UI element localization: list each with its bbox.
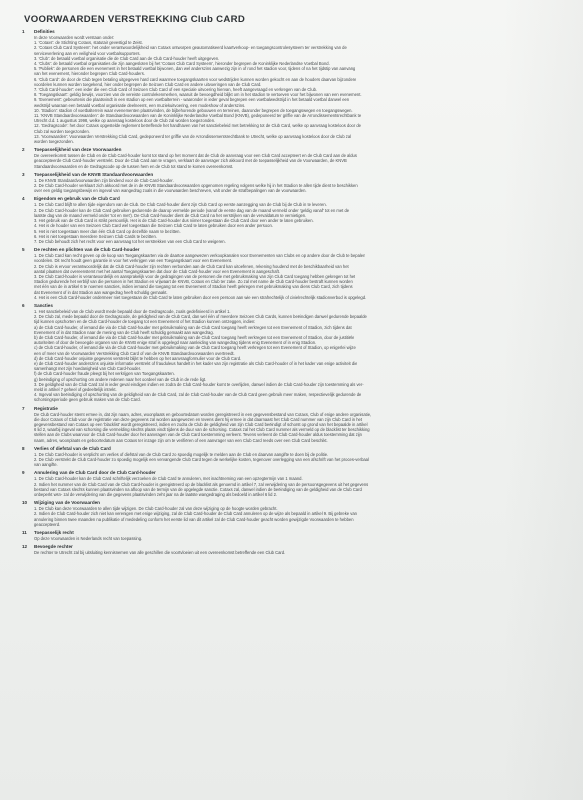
line-text: voordelen kunnen worden toegekend, hier onder begrepen de Seizoen Club Card en andere uitvoeringen van de Club Card.: [34, 81, 262, 87]
section-3: [22, 172, 559, 194]
section-7: [22, 406, 559, 443]
line-text: 2. De Club zal, mede bepaald door de Gedragscode, de geldigheid van de Club Card, dan wel één of meerdere Seizoen Club Cards, kunnen beëindigen danwel gedurende bepaalde: [34, 314, 367, 320]
section-title: Bevoegde rechter: [34, 544, 73, 550]
line-text: meld in artikel 7 geheel of gedeeltelijk intrekt.: [34, 386, 117, 392]
line-text: geaccepteerd.: [34, 521, 61, 527]
line-text: f) de Club Card-houder fraude pleegt bij het verkrijgen van Toegangskaarten.: [34, 371, 175, 377]
section-line: [22, 536, 559, 541]
line-text: 8. 'Toegangskaart': geldig bewijs, voorzien van de vereiste controlekenmerken, waaruit de bevoegdheid blijkt om in het stadion te vertoeven voor het bijwonen van een evenement.: [34, 92, 362, 98]
section-number: 8: [22, 445, 25, 451]
line-text: 6. Het is niet toegestaan meerdere Seizoen Club Cards te bezitten.: [34, 233, 157, 239]
line-text: 2. De Club Card-houder verklaart zich akkoord met de in de KNVB Standaardvoorwaarden opgenomen regeling volgens welke hij in het Stadion te allen tijde dient te beschikken: [34, 183, 358, 189]
line-text: 2. Indien het nummer van de Club Card van de Club Card-houder is geregistreerd op de blacklist als genoemd in artikel 7, zal verwijdering van de persoonsgegevens uit het gegevens: [34, 481, 369, 487]
line-text: De overeenkomst tussen de Club en de Club Card-houder komt tot stand op het moment dat de Club de aanvraag voor een Club Card accepteert en de Club Card aan de aldus: [34, 153, 357, 159]
section-9: [22, 470, 559, 497]
line-text: Utrecht d.d. 1 augustus 1998, welke op aanvraag kosteloos door de Club zal worden toegezonden.: [34, 118, 216, 124]
line-text: 1. De Club Card kan recht geven op de koop van Toegangskaarten via de daartoe aangewezen verkoopkanalen voor Evenementen van Clubs en op andere door de Club te bepalen: [34, 253, 366, 259]
line-text: 5. 'Publiek': de personen die een evenement in het betaald voetbal bijwonen, dan wel anderszins aanwezig zijn in of rond het stadion voor, tijdens of na het tijdstip van aanvang: [34, 66, 356, 72]
line-text: a) de Club Card-houder, of iemand die via de Club Card-houder met gebruikmaking van de Club Card toegang heeft verkregen tot een Evenement of Stadion, zich tijdens dat: [34, 324, 352, 330]
section-line: [22, 438, 559, 443]
section-title: Toepasselijkheid van de KNVB Standaardvoorwaarden: [34, 171, 154, 177]
section-8: [22, 446, 559, 468]
section-10: [22, 500, 559, 527]
line-text: een of meer van de Voorwaarden Verstrekking Club Card of van de KNVB Standaardvoorwaarden overtreedt.: [34, 350, 235, 356]
line-text: 3. 'Club': de betaald voetbal organisatie die de Club Card aan de Club Card-houder heeft uitgegeven.: [34, 55, 220, 61]
section-number: 6: [22, 302, 25, 308]
line-text: geaccepteerde Club Card-houder verstrekt. Door de Club Card aan te vragen, verklaart de aanvrager zich akkoord met de toepasselijkheid van de Voorwaarden, de KNVB: [34, 158, 347, 164]
line-text: Evenement of in dat Stadion naar de mening van de Club heeft schuldig gemaakt aan wangedrag.: [34, 329, 214, 335]
line-text: samenhangt met zijn hoedanigheid van Club Card-houder.: [34, 366, 142, 372]
section-5: [22, 247, 559, 300]
section-line: [22, 164, 559, 169]
section-number: 1: [22, 29, 25, 34]
section-title: Definities: [34, 29, 55, 34]
line-text: over een geldig toegangsbewijs en ingeval van wangedrag zoals in die voorwaarden beschreven, valt onder de strafbepalingen van de voorwaarden.: [34, 188, 307, 194]
line-text: voordelen. Dit recht houdt geen garantie in voor het verkrijgen van een Toegangskaart voor een Evenement.: [34, 258, 233, 264]
line-text: De rechter te Utrecht zal bij uitsluiting kennisnemen van alle geschillen die voortvloeien uit een overeenkomst betreffende een Club Card.: [34, 550, 286, 556]
line-text: 1. De Club Card blijft te allen tijde eigendom van de Club. De Club Card-houder dient zijn Club Card op eerste aanzegging van de Club bij de Club in te leveren.: [34, 202, 327, 208]
line-text: 10. 'Stadion': stadion of voetbalterrein waar evenementen plaatsvinden, de bijbehorende gebouwen en terreinen, daaronder begrepen de toegangswegen en toegangswegen.: [34, 107, 353, 113]
line-text: 9. 'Evenement': gebeurtenis die plaatsvindt in een stadion op een voetbalterrein - waaronder in ieder geval begrepen een voetbalwedstrijd in het betaald voetbal danwel een: [34, 97, 350, 103]
line-text: 5. Het is niet toegestaan meer dan één Club Card op dezelfde naam te bezitten.: [34, 228, 181, 234]
line-text: 4. Het is de houder van een Seizoen Club Card wel toegestaan die Seizoen Club Card te laten gebruiken door een ander persoon.: [34, 223, 273, 229]
line-text: gegevensbestand van Cotaxs op een 'blacklist' wordt geregistreerd, indien en zodra de Club de geldigheid van zijn Club Card beëindigt of schorst op grond van het bepaalde in artikel: [34, 422, 368, 427]
line-text: wedstrijd waaraan een betaald voetbal organisatie deelneemt, een muziekuitvoering, een modeshow of anderszins.: [34, 102, 246, 108]
line-text: 7. De Club behoudt zich het recht voor een aanvraag tot het verstrekken van een Club Card te weigeren.: [34, 238, 226, 244]
line-text: 11. 'KNVB Standaardvoorwaarden': de Standaardvoorwaarden van de Koninklijke Nederlandse Voetbal Bond (KNVB), gedeponeerd ter griffie van de Arrondissementsrechtbank te: [34, 113, 362, 119]
section-line: [22, 188, 559, 193]
line-text: 1. De KNVB Standaardvoorwaarden zijn bindend voor de Club Card-houder.: [34, 177, 174, 183]
line-text: 4. 'Clubs': de betaald voetbal organisaties die zijn aangesloten bij het 'Cotaxs Club Card Systeem', hieronder begrepen de Koninklijke Nederlandse Voetbal Bond.: [34, 61, 330, 67]
line-text: bestand van Cotaxs slechts kunnen plaatsvinden na afloop van de termijn van de opgelegde sanctie. Cotaxs zal, danwel indien de beëindiging van de geldigheid van de Club Card: [34, 486, 362, 492]
section-11: [22, 530, 559, 541]
line-text: worden toegezonden.: [34, 139, 74, 145]
line-text: g) beëindiging of opschorting om andere redenen naar het oordeel van de Club in de rede ligt.: [34, 376, 207, 382]
section-number: 12: [22, 544, 28, 550]
section-title: Registratie: [34, 405, 58, 411]
line-text: De Club Card-houder stemt ermee in, dat zijn naam, adres, woonplaats en geboortedatum worden geregistreerd in een gegevensbestand van Cotaxs, Club of enige andere organisatie,: [34, 411, 372, 417]
section-title: Sancties: [34, 302, 53, 308]
line-text: 1. De Club Card-houder kan de Club Card schriftelijk verzoeken de Club Card te annuleren, met inachtneming van een opzegtermijn van 1 maand.: [34, 476, 303, 482]
line-text: met één van de in artikel 6 te noemen sancties, indien iemand die toegang tot een Evenement of Stadion heeft gekregen met gebruikmaking van diens Club Card, zich tijdens: [34, 284, 353, 290]
line-text: 2. De Club is ervoor verantwoordelijk dat de Club Card-houder zijn rechten verbonden aan de Club Card kan uitoefenen, rekening houdend met de beschikbaarheid van het: [34, 263, 349, 269]
line-text: 1. Het sanctiebeleid van de Club wordt mede bepaald door de Gedragscode, zoals gedefinieerd in artikel 1.: [34, 308, 231, 314]
section-title: Annulering van de Club Card door de Club Card-houder: [34, 470, 156, 476]
line-text: schorsingsperiode geen gebruik maken van de Club Card.: [34, 397, 141, 403]
section-line: [22, 550, 559, 555]
section-number: 3: [22, 171, 25, 177]
section-6: [22, 303, 559, 403]
line-text: 12. 'Gedragscode': het door Cotaxs opgestelde reglement betreffende het handhaven van het sanctiebeleid met betrekking tot de Club Card, welke op aanvraag kosteloos door de: [34, 123, 361, 129]
sections-container: [22, 29, 559, 555]
line-text: b) de Club Card-houder, of iemand die via de Club Card-houder met gebruikmaking van de Club Card toegang heeft verkregen tot een Evenement of Stadion, door de justitiële: [34, 334, 355, 340]
line-text: laatste dag van de maand vermeld onder 'tot en met'). De Club Card-houder dient de Club Card na het verstrijken van de vervaldatum te vernietigen.: [34, 212, 307, 218]
section-number: 2: [22, 147, 25, 153]
section-number: 11: [22, 530, 27, 536]
line-text: 4. Het is een Club Card-houder ondermeer niet toegestaan de Club Card te laten gebruiken door een persoon aan wie een strafrechtelijk of civielrechtelijk stadionverbod is opgelegd.: [34, 294, 367, 300]
line-text: naam, adres, woonplaats en geboortedatum aan Cotaxs ter inzage zijn om te verifiëren of een aanvrager van een Club Card reeds over een Club Card beschikt.: [34, 437, 328, 443]
section-number: 7: [22, 405, 25, 411]
line-text: van aangifte.: [34, 462, 58, 468]
section-line: [22, 139, 559, 144]
line-text: 13. 'Voorwaarden': Voorwaarden Verstrekking Club Card, gedeponeerd ter griffie van de Arrondissementsrechtbank te Utrecht, welke op aanvraag kosteloos door de Club zal: [34, 133, 352, 139]
document-title: VOORWAARDEN VERSTREKKING Club CARD: [24, 14, 246, 25]
line-text: 3. De Club Card-houder is verantwoordelijk en aansprakelijk voor de gedragingen van de personen die met gebruikmaking van zijn Club Card toegang hebben gekregen tot het: [34, 273, 356, 279]
line-text: Op deze Voorwaarden is Nederlands recht van toepassing.: [34, 536, 143, 542]
line-text: 6 lid 2, waarbij ingeval van schorsing die vermelding slechts plaats vindt tijdens de duur van de schorsing. Cotaxs zal het Club Card nummer als vermeld op de blacklist ter beschikking: [34, 427, 370, 433]
line-text: 2. 'Cotaxs Club Card Systeem': het onder verantwoordelijkheid van Cotaxs ontworpen geautomatiseerd kaartverkoop- en toegangscontrolesysteem ter verstrekking van de: [34, 45, 347, 51]
section-title: Toepasselijkheid van deze Voorwaarden: [34, 147, 122, 153]
section-4: [22, 196, 559, 244]
line-text: c) de Club Card-houder, of iemand die via de Club Card-houder met gebruikmaking van de Club Card toegang heeft verkregen tot een Evenement of Stadion, op enigerlei wijze: [34, 345, 356, 351]
line-text: Club zal worden toegezonden.: [34, 128, 90, 134]
section-line: [22, 462, 559, 467]
section-number: 4: [22, 196, 25, 202]
section-title: Verlies of diefstal van de Club Card: [34, 445, 111, 451]
line-text: 3. De geldigheid van de Club Card zal in ieder geval eindigen indien en zodra de Club Card-houder komt te overlijden, danwel indien de Club Card-houder zijn toestemming als ver-: [34, 381, 364, 387]
section-line: [22, 295, 559, 300]
section-line: [22, 492, 559, 497]
section-title: Toepasselijk recht: [34, 530, 74, 536]
line-text: 4. Ingeval van beëindiging of opschorting van de geldigheid van de Club Card, zal de Club Card-houder van de Club Card geen gebruik meer maken, respectievelijk gedurende de: [34, 392, 362, 398]
section-line: [22, 522, 559, 527]
line-text: onbeperkt wsn- zal de verwijdering van die gegevens plaatsvinden zeht jaar na de laatste wangedraging als bedoeld in artikel 6 lid 2.: [34, 492, 278, 498]
line-text: 2. De Club verstrekt de Club Card-houder zo spoedig mogelijk een vervangende Club Card tegen de werkelijke kosten, tegenover overlegging van een afschrift van het proces-verbaal: [34, 457, 369, 463]
line-text: dat Evenement of in dat Stadion aan wangedrag heeft schuldig gemaakt.: [34, 289, 168, 295]
line-text: 7. 'Club Card-houder': een ieder die een Club Card of Seizoen Club Card of een speciale uitvoering hiervan, heeft aangevraagd en verkregen van de Club.: [34, 87, 318, 93]
line-text: tijd kunnen opschorten en de Club Card-houder de toegang tot een Evenement of het Stadion kunnen ontzeggen, indien:: [34, 319, 256, 325]
line-text: 2. Indien de Club Card-houder zich niet kan verenigen met enige wijziging, zal de Club Card-houder de Club Card annuleren op de wijze als bepaald in artikel 9. Bij gebreke van: [34, 511, 357, 517]
line-text: Stadion gedurende het verblijf van die personen in het Stadion en vrijwaart de KNVB, Cotaxs en Club ter zake. Zo zal met name de Club Card-houder bestraft kunnen worden: [34, 279, 353, 285]
line-text: serviceverlening aan en veiligheid voor voetbalsupporters.: [34, 50, 141, 56]
section-title: De rechten en plichten van de Club Card-houder: [34, 247, 140, 253]
line-text: stellen aan de Clubs waarvoor de Club Card-houder door het aanvragen van de Club Card toestemming verleent. Tevens verleent de Club Card-houder aldus toestemming dat zijn: [34, 432, 362, 438]
line-text: 1. De Club kan deze Voorwaarden te allen tijde wijzigen. De Club Card-houder zal van deze wijziging op de hoogte worden gebracht.: [34, 506, 278, 512]
section-line: [22, 397, 559, 402]
section-1: [22, 29, 559, 144]
line-text: van het evenement, hieronder begrepen Club Card-houders.: [34, 71, 145, 77]
line-text: Standaardvoorwaarden en de Gedragscode op de tussen hem en de Club tot stand te komen overeenkomst.: [34, 163, 234, 169]
section-2: [22, 147, 559, 169]
line-text: autoriteiten of door de bevoegde organen van de KNVB enige straf is opgelegd naar aanleiding van wangedrag tijdens enig Evenement of in enig Stadion.: [34, 340, 317, 346]
section-number: 10: [22, 500, 28, 506]
line-text: 6. 'Club Card': de door de Club tegen betaling uitgegeven hard card waarmee toegangskaarten voor wedstrijden kunnen worden gekocht en aan de houders daarvan bijzondere: [34, 76, 357, 82]
section-line: [22, 239, 559, 244]
line-text: aantal plaatsen dat overeenstemt met het aantal Toegangskaarten dat door de Club Card-houder voor een Evenement is aangeschaft.: [34, 268, 280, 274]
section-title: Wijziging van de Voorwaarden: [34, 500, 100, 506]
section-number: 5: [22, 247, 25, 253]
line-text: 1. 'Cotaxs': de Stichting Cotaxs, statutair gevestigd te Zeist.: [34, 40, 143, 46]
line-text: d) de Club Card-houder onjuiste gegevens verstrekt blijkt te hebben op het aanvraagformulier voor de Club Card.: [34, 355, 242, 361]
line-text: In deze Voorwaarden wordt verstaan onder:: [34, 35, 115, 40]
line-text: die door Cotaxs of Club voor de registratie van deze gegevens zal worden aangewezen en tevens dient hij ermee in dat daarnaast het Club Card nummer van zijn Club Card in het: [34, 416, 362, 422]
line-text: annulering binnen twee maanden na publikatie of mededeling conform het eerste lid van dit artikel zal de Club Card-houder geacht worden gewijzigde Voorwaarden te hebben: [34, 516, 354, 522]
line-text: 3. Het gebruik van de Club Card is strikt persoonlijk. Het is de Club Card-houder dus niimer toegestaan die Club Card door een ander te laten gebruiken.: [34, 218, 314, 224]
line-text: 1. De Club Card-houder is verplicht om verlies of diefstal van de Club Card zo spoedig mogelijk te melden aan de Club en daarvan aangifte te doen bij de politie.: [34, 451, 329, 457]
line-text: 2. De Club Card-houder kan de Club Card gebruiken gedurende de daarop vermelde periode (vanaf de eerste dag van de maand vermeld onder 'geldig vanaf' tot en met de: [34, 207, 350, 213]
line-text: e) de Club Card-houder anderszins onjuiste informatie verstrekt of frauduleus handelt in het kader van zijn registratie als Club Card-houder of in het kader van enige activiteit die: [34, 360, 358, 366]
section-title: Eigendom en gebruik van de Club Card: [34, 196, 120, 202]
section-number: 9: [22, 470, 25, 476]
section-12: [22, 544, 559, 555]
